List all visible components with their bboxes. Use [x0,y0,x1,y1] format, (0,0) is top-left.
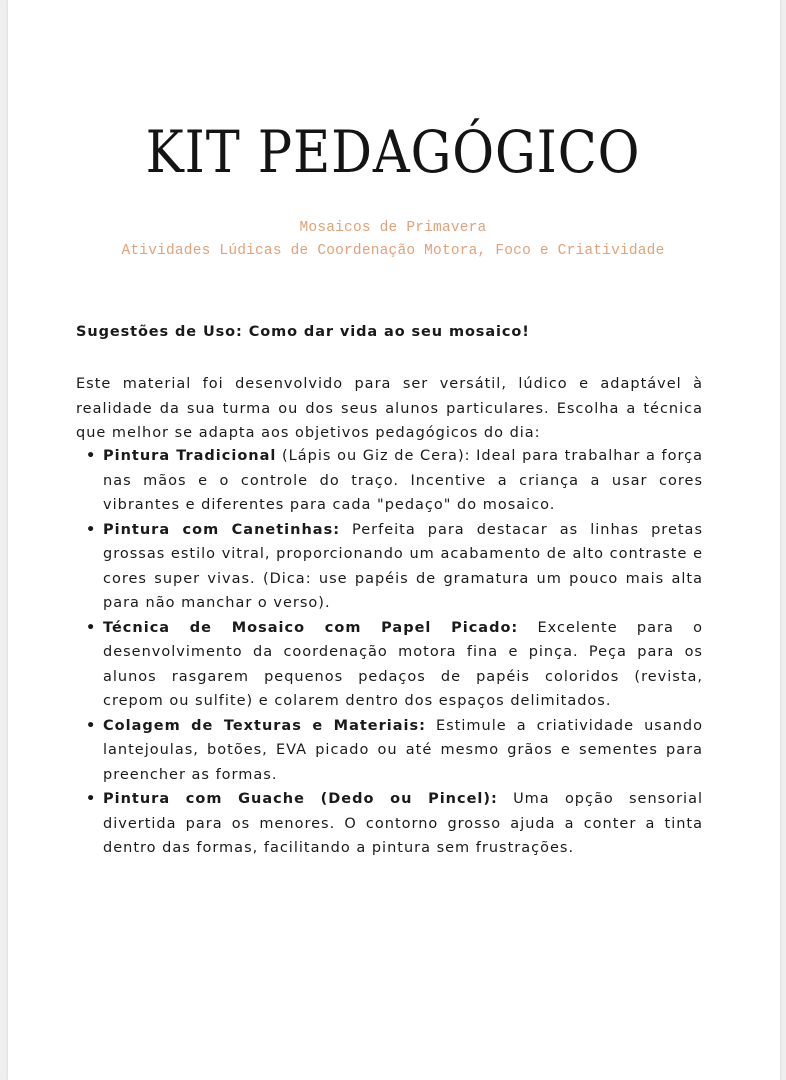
item-text: Perfeita para destacar as linhas pretas grossas estilo vitral, proporcionando um acabamento de alto contraste e cores super vivas. (Dica: use papéis de gramatura um pouco mais alta para não manchar o verso). [103,521,703,611]
bullet-icon: • [86,619,97,636]
bullet-icon: • [86,717,97,734]
item-text: Excelente para o desenvolvimento da coordenação motora fina e pinça. Peça para os alunos rasgarem pequenos pedaços de papéis coloridos (revista, crepom ou sulfite) e colarem dentro dos espaços delimitados. [103,619,704,709]
item-title: Pintura Tradicional [103,448,277,464]
bullet-icon: • [86,448,97,464]
item-title: Pintura com Guache (Dedo ou Pincel): [103,791,498,807]
item-title: Pintura com Canetinhas: [103,521,341,538]
subtitle-secondary: Atividades Lúdicas de Coordenação Motora, Foco e Criatividade [121,243,665,259]
item-text: Estimule a criatividade usando lantejoulas, botões, EVA picado ou até mesmo grãos e sementes para preencher as formas. [103,717,703,783]
intro-paragraph: Este material foi desenvolvido para ser versátil, lúdico e adaptável à realidade da sua turma ou dos seus alunos particulares. Escolha a técnica que melhor se adapta aos objetivos pedagógicos do dia: [76,376,703,441]
list-item [76,444,703,518]
list-item [76,518,703,616]
item-title: Colagem de Texturas e Materiais: [103,717,426,734]
item-text: Uma opção sensorial divertida para os menores. O contorno grosso ajuda a conter a tinta dentro das formas, facilitando a pintura sem frustrações. [103,791,703,856]
subtitle-primary: Mosaicos de Primavera [299,220,487,236]
bullet-icon: • [86,521,97,538]
list-item [76,787,703,861]
page-title: KIT PEDAGÓGICO [145,118,641,186]
technique-list [76,444,703,861]
list-item [76,714,703,788]
bullet-icon: • [86,791,97,807]
item-text: (Lápis ou Giz de Cera): Ideal para trabalhar a força nas mãos e o controle do traço. Incentive a criança a usar cores vibrantes e diferentes para cada "pedaço" do mosaico. [103,448,703,513]
list-item [76,616,703,714]
item-title: Técnica de Mosaico com Papel Picado: [103,619,519,636]
section-heading: Sugestões de Uso: Como dar vida ao seu mosaico! [76,324,530,340]
